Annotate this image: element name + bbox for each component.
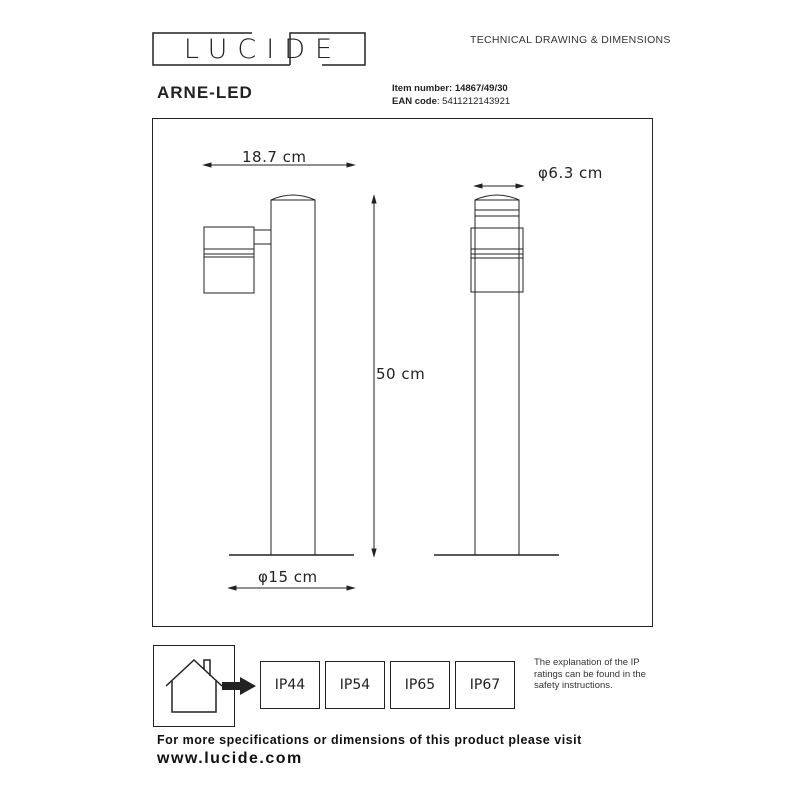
ip-rating-ip67: IP67 [455,661,515,709]
height-dimension-label: 50 cm [376,365,426,383]
ip-rating-ip65: IP65 [390,661,450,709]
website-link[interactable]: www.lucide.com [157,750,303,767]
ean-code-label: EAN code [392,96,437,107]
base-diameter-label: φ15 cm [258,568,318,586]
product-name: ARNE-LED [157,83,253,102]
document-tagline: TECHNICAL DRAWING & DIMENSIONS [470,34,671,46]
head-diameter-label: φ6.3 cm [538,164,603,182]
ip-rating-ip54: IP54 [325,661,385,709]
ean-code: EAN code: 5411212143921 [392,96,511,107]
item-number-value: 14867/49/30 [454,83,508,94]
footer-text: For more specifications or dimensions of this product please visit [157,733,582,747]
ip-rating-ip44: IP44 [260,661,320,709]
item-number-label: Item number [392,83,450,94]
arrow-right-icon [220,676,260,696]
brand-logo: LUCIDE [183,33,343,65]
ean-code-value: 5411212143921 [442,96,511,107]
item-number: Item number: 14867/49/30 [392,83,508,94]
side-view-lamp [204,195,354,555]
front-view-lamp [434,195,559,555]
ip-explanation-note: The explanation of the IP ratings can be found in the safety instructions. [534,657,646,691]
width-dimension-label: 18.7 cm [242,148,307,166]
